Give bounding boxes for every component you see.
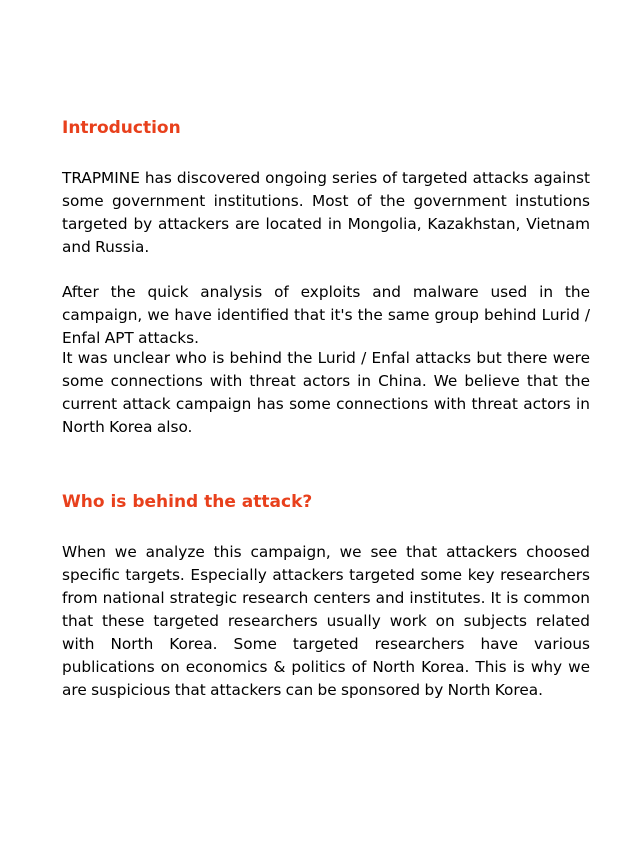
introduction-paragraph-3: It was unclear who is behind the Lurid / Enfal attacks but there were some connections with threat actors in China. We believe that the current attack campaign has some connections with threat actors in North Korea also. <box>62 349 590 436</box>
who-is-behind-heading: Who is behind the attack? <box>62 492 313 512</box>
introduction-paragraph-2: After the quick analysis of exploits and malware used in the campaign, we have identified that it's the same group behind Lurid / Enfal APT attacks. <box>62 283 590 347</box>
introduction-paragraph-1: TRAPMINE has discovered ongoing series of targeted attacks against some government institutions. Most of the government instutions targeted by attackers are located in Mongolia, Kazakhstan, Vietnam and Russia. <box>62 169 590 256</box>
who-is-behind-paragraph: When we analyze this campaign, we see that attackers choosed specific targets. Especially attackers targeted some key researchers from national strategic research centers and institutes. It is common that these targeted researchers usually work on subjects related with North Korea. Some targeted researchers have various publications on economics & politics of North Korea. This is why we are suspicious that attackers can be sponsored by North Korea. <box>62 543 590 699</box>
introduction-heading: Introduction <box>62 118 181 138</box>
